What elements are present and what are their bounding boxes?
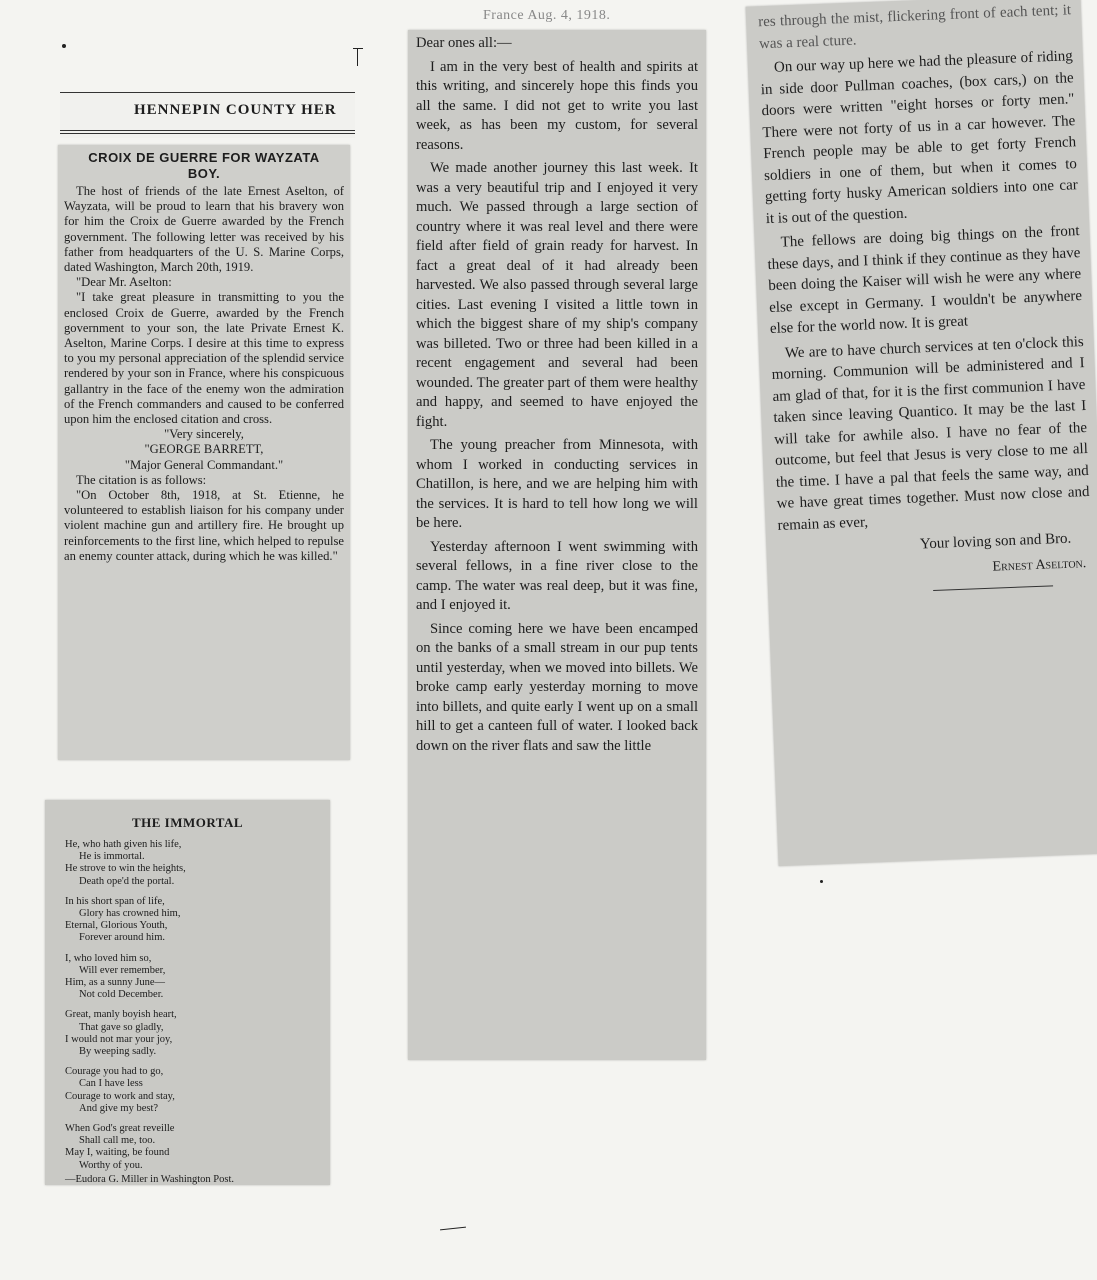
immortal-poem bbox=[45, 800, 330, 1185]
poem-line: Not cold December. bbox=[79, 989, 164, 1001]
letter-column-2 bbox=[746, 0, 1097, 866]
letter-paragraph: I am in the very best of health and spirits at this writing, and sincerely hope this finds you all the same. I did not get to write you last week, as has been my custom, for several reasons. bbox=[416, 58, 698, 153]
poem-line: He strove to win the heights, bbox=[65, 863, 186, 875]
article-body bbox=[58, 182, 350, 564]
article-headline bbox=[66, 150, 342, 182]
signoff-line: "Major General Commandant." bbox=[124, 457, 284, 472]
citation-text: "On October 8th, 1918, at St. Etienne, he volunteered to establish liaison for his company under violent machine gun and artillery fire. He brought up reinforcements to the first line, which helped to repulse an enemy counter attack, during which he was killed." bbox=[64, 488, 344, 563]
letter-body bbox=[746, 0, 1097, 597]
header-rule-bottom bbox=[60, 130, 355, 131]
letter-paragraph: Since coming here we have been encamped on the banks of a small stream in our pup tents until yesterday, when we moved into billets. We broke camp early yesterday morning to move into billets, and quite early I went up on a small hill to get a canteen full of water. I looked back down on the river flats and saw the little bbox=[416, 620, 698, 754]
poem-stanza bbox=[45, 896, 330, 945]
article-paragraph: The host of friends of the late Ernest Aselton, of Wayzata, will be proud to learn that his bravery won for him the Croix de Guerre awarded by the French government. The following letter was received by his father from headquarters of the U. S. Marine Corps, dated Washington, March 20th, 1919. bbox=[64, 184, 344, 275]
letter-closing: Your loving son and Bro. bbox=[919, 530, 1072, 553]
letter-column-1 bbox=[408, 8, 706, 1060]
poem-stanza bbox=[45, 1123, 330, 1172]
corner-mark bbox=[357, 48, 358, 66]
poem-stanza bbox=[45, 1009, 330, 1058]
poem-line: By weeping sadly. bbox=[79, 1046, 157, 1058]
letter-dateline: France Aug. 4, 1918. bbox=[483, 8, 611, 23]
poem-stanza bbox=[45, 1066, 330, 1115]
poem-line: Him, as a sunny June— bbox=[65, 977, 166, 989]
poem-line: I, who loved him so, bbox=[65, 952, 152, 964]
poem-stanza bbox=[45, 839, 330, 888]
poem-line: Courage to work and stay, bbox=[65, 1090, 175, 1102]
article-paragraph: "I take great pleasure in transmitting to you the enclosed Croix de Guerre, awarded by the French government to your son, the late Private Ernest K. Aselton, Marine Corps. I desire at this time to express to you my personal appreciation of the splendid service rendered by your son in France, where his conspicuous gallantry in the face of the enemy won the admiration of the French commanders and caused to be conferred upon him the enclosed citation and cross. bbox=[64, 290, 344, 427]
letter-signature: Ernest Aselton. bbox=[992, 555, 1087, 575]
letter-paragraph: On our way up here we had the pleasure of riding in side door Pullman coaches, (box cars,) on the doors were written "eight horses or forty men." There were not forty of us in a car however. The French people may be able to get forty French soldiers in one of them, but when it comes to getting forty husky American soldiers into one car it is out of the question. bbox=[760, 48, 1079, 227]
letter-body bbox=[408, 30, 706, 1060]
poem-stanza bbox=[45, 953, 330, 1002]
poem-line: That gave so gladly, bbox=[79, 1021, 164, 1033]
poem-line: Death ope'd the portal. bbox=[79, 875, 175, 887]
header-rule-top bbox=[60, 92, 355, 93]
poem-line: May I, waiting, be found bbox=[65, 1147, 170, 1159]
letter-paragraph: The young preacher from Minnesota, with whom I worked in conducting services in Chatillon, is here, and we are helping him with the services. It is hard to tell how long we will be here. bbox=[416, 437, 698, 531]
signoff-line: "Very sincerely, bbox=[164, 427, 244, 442]
poem-line: Forever around him. bbox=[79, 932, 166, 944]
headline-line: CROIX DE GUERRE FOR WAYZATA bbox=[88, 150, 320, 165]
poem-line: Can I have less bbox=[79, 1078, 143, 1090]
header-rule-bottom2 bbox=[60, 133, 355, 134]
letter-paragraph: The fellows are doing big things on the front these days, and I think if they continue as they have been doing the Kaiser will wish he were any where else except in Germany. I wouldn't be anywhere else for the world now. It is great bbox=[767, 223, 1083, 338]
scan-dot bbox=[62, 44, 66, 48]
poem-line: Great, manly boyish heart, bbox=[65, 1009, 177, 1021]
letter-fragment: res through the mist, flickering front of each tent; it was a real cture. bbox=[757, 2, 1072, 52]
signoff-line: "GEORGE BARRETT, bbox=[144, 442, 264, 457]
poem-line: He, who hath given his life, bbox=[65, 839, 182, 850]
poem-title: THE IMMORTAL bbox=[131, 815, 244, 830]
poem-line: And give my best? bbox=[79, 1102, 159, 1114]
poem-line: Shall call me, too. bbox=[79, 1135, 156, 1147]
poem-line: He is immortal. bbox=[79, 851, 145, 863]
poem-line: Eternal, Glorious Youth, bbox=[65, 920, 168, 932]
poem-line: Glory has crowned him, bbox=[79, 908, 181, 920]
poem-credit: —Eudora G. Miller in Washington Post. bbox=[65, 1173, 234, 1185]
poem-line: Courage you had to go, bbox=[65, 1066, 164, 1078]
headline-line: BOY. bbox=[187, 166, 221, 181]
article-paragraph: "Dear Mr. Aselton: bbox=[76, 275, 172, 290]
newspaper-header bbox=[60, 92, 355, 138]
newspaper-name: HENNEPIN COUNTY HER bbox=[134, 102, 337, 118]
letter-paragraph: We are to have church services at ten o'clock this morning. Communion will be administered and I am glad of that, for it is the first communion I have taken since leaving Quantico. It may be the last I will take for awhile also. I have no fear of the outcome, but feel that Jesus is very close to me all the time. I have a pal that feels the same way, and we have great times together. Must now close and remain as ever, bbox=[771, 333, 1090, 534]
scan-mark bbox=[820, 880, 823, 883]
letter-greeting: Dear ones all:— bbox=[416, 35, 512, 51]
croix-de-guerre-article bbox=[58, 145, 350, 760]
letter-paragraph: Yesterday afternoon I went swimming with several fellows, in a fine river close to the camp. The water was real deep, but it was fine, and I enjoyed it. bbox=[416, 538, 698, 613]
citation-intro: The citation is as follows: bbox=[76, 472, 207, 487]
corner-mark bbox=[353, 48, 363, 49]
poem-line: I would not mar your joy, bbox=[65, 1033, 173, 1045]
signature-rule bbox=[933, 585, 1053, 591]
scan-mark bbox=[440, 1227, 466, 1231]
poem-line: In his short span of life, bbox=[65, 895, 165, 907]
poem-line: When God's great reveille bbox=[65, 1123, 175, 1135]
letter-paragraph: We made another journey this last week. It was a very beautiful trip and I enjoyed it very much. We passed through a large section of country where it was real level and there were field after field of grain ready for harvest. In fact a great deal of it had already been harvested. We also passed through several large cities. Last evening I visited a little town in which the biggest share of my ship's company was billeted. Two or three had been killed in a recent engagement and several had been wounded. The greater part of them were healthy and happy, and seemed to have enjoyed the fight. bbox=[416, 160, 698, 430]
poem-line: Worthy of you. bbox=[79, 1159, 143, 1171]
poem-line: Will ever remember, bbox=[79, 964, 166, 976]
